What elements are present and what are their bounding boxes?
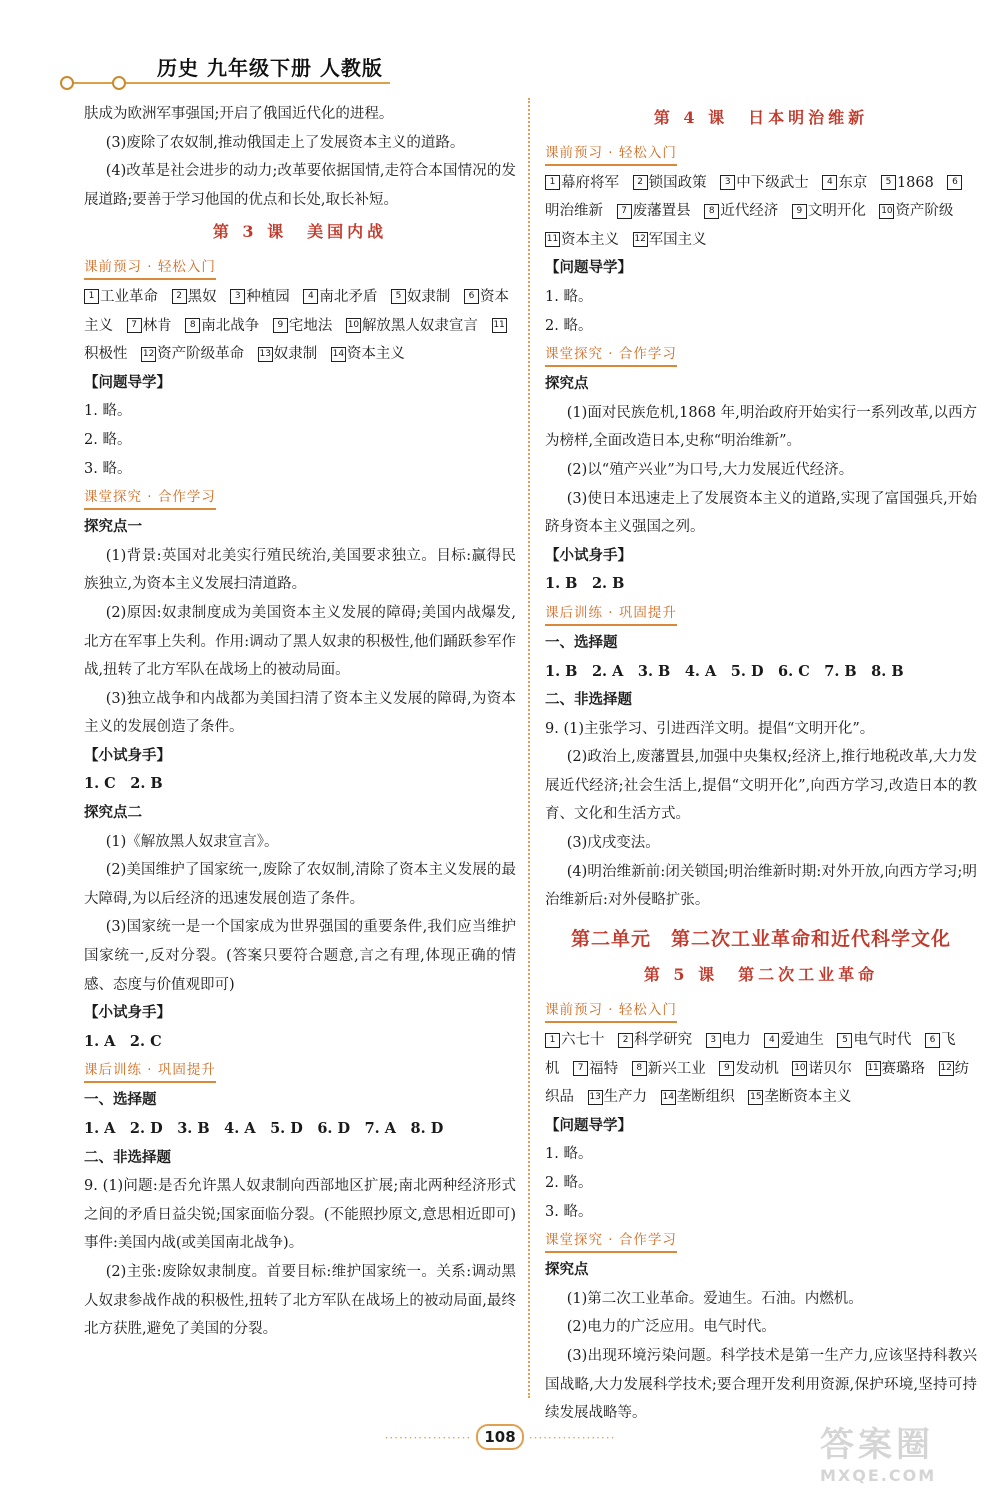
term-number-box: 6	[925, 1033, 940, 1048]
answer-line: 3. 略。	[84, 460, 132, 477]
answer-paragraph: (4)明治维新前:闭关锁国;明治维新时期:对外开放,向西方学习;明治维新后:对外侵略扩张。	[545, 863, 977, 909]
term-item	[391, 289, 451, 305]
answer-paragraph: (1)《解放黑人奴隶宣言》。	[105, 833, 279, 850]
term-text: 奴隶制	[406, 288, 451, 305]
practice-answers: 1. A 2. C	[84, 1032, 162, 1050]
explore-point-heading: 探究点	[545, 1261, 589, 1279]
term-text: 奴隶制	[273, 346, 318, 363]
answer-line: 1. 略。	[545, 1146, 593, 1163]
term-text: 新兴工业	[647, 1060, 706, 1077]
unit-title: 第二单元 第二次工业革命和近代科学文化	[570, 927, 951, 950]
section-tag-after: 课后训练 · 巩固提升	[545, 602, 677, 626]
term-item	[704, 203, 778, 219]
term-number-box: 5	[837, 1033, 852, 1048]
term-text: 明治维新	[545, 203, 603, 220]
term-item	[141, 346, 244, 362]
term-number-box: 1	[545, 1033, 560, 1048]
answer-paragraph: (1)面对民族危机,1868 年,明治政府开始实行一系列改革,以西方为榜样,全面改造日本,史称“明治维新”。	[545, 404, 977, 450]
term-item	[866, 1061, 926, 1077]
header-ornament-dot	[60, 76, 74, 90]
lesson-title: 第 3 课 美国内战	[212, 222, 388, 242]
term-text: 种植园	[246, 288, 290, 305]
answer-paragraph: (2)美国维护了国家统一,废除了农奴制,清除了资本主义发展的最大障碍,为以后经济的迅速发展创造了条件。	[84, 862, 516, 907]
term-item	[573, 1061, 618, 1077]
subsection-heading: 一、选择题	[84, 1091, 157, 1109]
answer-paragraph: (3)独立战争和内战都为美国扫清了资本主义发展的障碍,为资本主义的发展创造了条件。	[84, 690, 516, 736]
term-item	[633, 175, 707, 191]
term-number-box: 1	[545, 175, 560, 190]
answer-line: 1. 略。	[545, 288, 593, 305]
term-item	[661, 1089, 735, 1105]
term-text: 科学研究	[634, 1032, 693, 1049]
section-tag-class: 课堂探究 · 合作学习	[84, 486, 216, 510]
term-number-box: 10	[792, 1061, 807, 1076]
answer-paragraph: (2)主张:废除奴隶制度。首要目标:维护国家统一。关系:调动黑人奴隶参战作战的积极性,扭转了北方军队在战场上的被动局面,最终北方获胜,避免了美国的分裂。	[84, 1263, 516, 1338]
term-number-box: 3	[706, 1033, 721, 1048]
practice-answers: 1. B 2. B	[545, 575, 625, 593]
term-number-box: 11	[866, 1061, 881, 1076]
term-number-box: 7	[127, 318, 142, 333]
term-item	[185, 318, 259, 334]
term-number-box: 7	[617, 204, 632, 219]
term-number-box: 5	[391, 289, 406, 304]
lesson-title: 第 5 课 第二次工业革命	[643, 965, 879, 985]
term-item	[719, 1061, 779, 1077]
term-text: 积极性	[84, 346, 128, 363]
footer-dots: ··················	[528, 1431, 616, 1445]
term-item	[618, 1032, 692, 1048]
term-number-box: 11	[545, 232, 560, 247]
right-column	[545, 100, 977, 1428]
answer-paragraph: (4)改革是社会进步的动力;改革要依据国情,走符合本国情况的发展道路;要善于学习他国的优点和长处,取长补短。	[84, 163, 516, 208]
subsection-heading: 二、非选择题	[545, 691, 632, 709]
term-text: 资产阶级	[895, 203, 954, 220]
header-ornament-dot	[112, 76, 126, 90]
subsection-heading: 二、非选择题	[84, 1148, 171, 1166]
term-text: 1868	[896, 174, 934, 191]
term-number-box: 4	[822, 175, 837, 190]
watermark-domain: MXQE.COM	[820, 1466, 937, 1485]
term-text: 纺织品	[545, 1060, 970, 1106]
practice-heading: 【小试身手】	[84, 746, 171, 764]
section-tag-preview: 课前预习 · 轻松入门	[545, 999, 677, 1023]
practice-heading: 【小试身手】	[545, 546, 632, 564]
term-number-box: 10	[879, 204, 894, 219]
answer-paragraph: (1)第二次工业革命。爱迪生。石油。内燃机。	[566, 1290, 863, 1307]
term-item	[331, 346, 405, 362]
term-number-box: 1	[84, 289, 99, 304]
term-text: 南北战争	[201, 317, 260, 334]
answer-paragraph: (3)出现环境污染问题。科学技术是第一生产力,应该坚持科教兴国战略,大力发展科学技术;要合理开发利用资源,保护环境,坚持可持续发展战略等。	[545, 1347, 977, 1422]
term-list	[545, 169, 977, 255]
term-number-box: 4	[764, 1033, 779, 1048]
term-text: 诺贝尔	[808, 1060, 852, 1077]
multiple-choice-answers: 1. A 2. D 3. B 4. A 5. D 6. D 7. A 8. D	[84, 1120, 444, 1137]
term-text: 宅地法	[288, 317, 333, 334]
page-header	[60, 52, 420, 92]
term-item	[881, 175, 934, 191]
term-number-box: 3	[720, 175, 735, 190]
section-tag-class: 课堂探究 · 合作学习	[545, 343, 677, 367]
answer-paragraph: (2)政治上,废藩置县,加强中央集权;经济上,推行地税改革,大力发展近代经济;社会生活上,提倡“文明开化”,向西方学习,改造日本的教育、文化和生活方式。	[545, 749, 977, 823]
question-heading: 【问题导学】	[545, 1116, 632, 1134]
term-number-box: 2	[633, 175, 648, 190]
term-number-box: 6	[947, 175, 962, 190]
term-number-box: 7	[573, 1061, 588, 1076]
section-tag-preview: 课前预习 · 轻松入门	[84, 256, 216, 280]
term-text: 六七十	[561, 1032, 605, 1049]
term-number-box: 15	[748, 1090, 763, 1105]
term-item	[792, 1061, 852, 1077]
term-text: 锁国政策	[648, 174, 707, 191]
answer-line: 2. 略。	[545, 1175, 593, 1191]
answer-paragraph: (2)电力的广泛应用。电气时代。	[566, 1319, 776, 1336]
answer-paragraph: (2)原因:奴隶制度成为美国资本主义发展的障碍;美国内战爆发,北方在军事上失利。作用:调动了黑人奴隶的积极性,他们踊跃参军作战,扭转了北方军队在战场上的被动局面。	[84, 604, 516, 679]
term-item	[258, 346, 318, 362]
answer-line: 2. 略。	[545, 317, 593, 334]
term-item	[84, 289, 158, 305]
term-item	[764, 1032, 824, 1048]
term-item	[273, 318, 333, 334]
term-item	[303, 289, 377, 305]
term-text: 资本主义	[346, 346, 405, 363]
explore-point-heading: 探究点二	[84, 804, 142, 822]
term-text: 赛璐珞	[881, 1060, 926, 1077]
term-text: 生产力	[603, 1089, 648, 1106]
page-number: 108	[476, 1424, 523, 1450]
term-text: 飞机	[545, 1032, 956, 1077]
term-item	[172, 289, 217, 305]
explore-point-heading: 探究点一	[84, 518, 142, 536]
term-text: 发动机	[735, 1060, 779, 1077]
term-number-box: 13	[258, 347, 273, 362]
term-text: 近代经济	[720, 203, 779, 220]
term-number-box: 5	[881, 175, 896, 190]
question-heading: 【问题导学】	[84, 373, 171, 391]
term-text: 解放黑人奴隶宣言	[361, 317, 478, 334]
term-item	[792, 203, 866, 219]
term-number-box: 11	[492, 318, 507, 333]
answer-paragraph: (3)使日本迅速走上了发展资本主义的道路,实现了富国强兵,开始跻身资本主义强国之列。	[545, 490, 977, 536]
term-item	[545, 232, 619, 248]
term-number-box: 2	[618, 1033, 633, 1048]
term-item	[127, 318, 172, 334]
term-item	[617, 203, 691, 219]
term-text: 垄断组织	[676, 1089, 735, 1106]
term-item	[706, 1032, 751, 1048]
term-number-box: 14	[331, 347, 346, 362]
term-text: 东京	[838, 174, 868, 191]
answer-line: 3. 略。	[545, 1203, 593, 1220]
term-text: 资产阶级革命	[157, 346, 245, 363]
answer-line: 2. 略。	[84, 431, 132, 448]
answer-paragraph: (3)国家统一是一个国家成为世界强国的重要条件,我们应当维护国家统一,反对分裂。(答案只要符合题意,言之有理,体现正确的情感、态度与价值观即可)	[84, 919, 516, 993]
section-tag-preview: 课前预习 · 轻松入门	[545, 142, 677, 166]
term-number-box: 2	[172, 289, 187, 304]
term-number-box: 13	[588, 1090, 603, 1105]
header-rule	[60, 82, 390, 84]
practice-answers: 1. C 2. B	[84, 775, 163, 793]
term-number-box: 12	[633, 232, 648, 247]
term-text: 资本主义	[561, 231, 619, 248]
term-text: 中下级武士	[736, 174, 809, 191]
answer-paragraph: (3)戊戌变法。	[566, 835, 660, 852]
term-text: 资本主义	[84, 288, 510, 334]
term-text: 林肯	[142, 317, 172, 334]
term-list	[545, 1026, 977, 1112]
term-list	[84, 283, 516, 369]
multiple-choice-answers: 1. B 2. A 3. B 4. A 5. D 6. C 7. B 8. B	[545, 662, 904, 680]
term-number-box: 14	[661, 1090, 676, 1105]
term-item	[879, 203, 953, 219]
term-item	[837, 1032, 911, 1048]
term-item	[633, 232, 707, 248]
term-text: 废藩置县	[632, 203, 691, 220]
term-item	[545, 1032, 605, 1048]
answer-paragraph: (3)废除了农奴制,推动俄国走上了发展资本主义的道路。	[105, 134, 465, 151]
term-text: 幕府将军	[561, 174, 619, 191]
subsection-heading: 一、选择题	[545, 633, 618, 651]
term-item	[230, 289, 290, 305]
watermark-logo	[820, 1417, 980, 1487]
left-column	[84, 100, 516, 1344]
term-text: 文明开化	[807, 203, 866, 220]
term-number-box: 6	[464, 289, 479, 304]
answer-paragraph: (1)背景:英国对北美实行殖民统治,美国要求独立。目标:赢得民族独立,为资本主义发展扫清道路。	[84, 547, 516, 593]
lesson-title: 第 4 课 日本明治维新	[653, 108, 869, 127]
term-number-box: 8	[704, 204, 719, 219]
watermark-text: 答案圈	[820, 1425, 934, 1465]
continued-text: 肤成为欧洲军事强国;开启了俄国近代化的进程。	[84, 106, 394, 122]
answer-paragraph: 9. (1)问题:是否允许黑人奴隶制向西部地区扩展;南北两种经济形式之间的矛盾日益尖锐;国家面临分裂。(不能照抄原文,意思相近即可)事件:美国内战(或美国南北战争)。	[84, 1178, 516, 1252]
term-item	[720, 175, 809, 191]
answer-line: 1. 略。	[84, 403, 132, 420]
term-number-box: 12	[939, 1061, 954, 1076]
term-text: 福特	[589, 1060, 619, 1077]
term-item	[822, 175, 867, 191]
term-text: 军国主义	[648, 231, 707, 248]
term-text: 南北矛盾	[319, 288, 378, 305]
term-item	[748, 1089, 851, 1105]
term-number-box: 3	[230, 289, 245, 304]
term-number-box: 9	[273, 318, 288, 333]
section-tag-class: 课堂探究 · 合作学习	[545, 1229, 677, 1253]
term-number-box: 9	[792, 204, 807, 219]
answer-paragraph: 9. (1)主张学习、引进西洋文明。提倡“文明开化”。	[545, 720, 875, 737]
term-item	[346, 318, 478, 334]
practice-heading: 【小试身手】	[84, 1004, 171, 1022]
term-item	[632, 1061, 706, 1077]
term-text: 电力	[721, 1032, 751, 1049]
term-number-box: 12	[141, 347, 156, 362]
answer-paragraph: (2)以“殖产兴业”为口号,大力发展近代经济。	[566, 461, 854, 478]
column-divider	[528, 98, 530, 1398]
term-number-box: 10	[346, 318, 361, 333]
term-text: 垄断资本主义	[764, 1089, 852, 1106]
term-number-box: 8	[632, 1061, 647, 1076]
explore-point-heading: 探究点	[545, 375, 589, 393]
term-text: 电气时代	[853, 1032, 912, 1049]
term-text: 爱迪生	[780, 1032, 824, 1049]
section-tag-after: 课后训练 · 巩固提升	[84, 1059, 216, 1083]
term-number-box: 9	[719, 1061, 734, 1076]
footer-dots: ··················	[384, 1431, 472, 1445]
book-title: 历史 九年级下册 人教版	[157, 56, 383, 80]
term-item	[588, 1089, 648, 1105]
term-text: 黑奴	[187, 288, 217, 305]
question-heading: 【问题导学】	[545, 259, 632, 277]
term-number-box: 4	[303, 289, 318, 304]
term-item	[545, 175, 619, 191]
term-text: 工业革命	[100, 288, 158, 305]
term-number-box: 8	[185, 318, 200, 333]
